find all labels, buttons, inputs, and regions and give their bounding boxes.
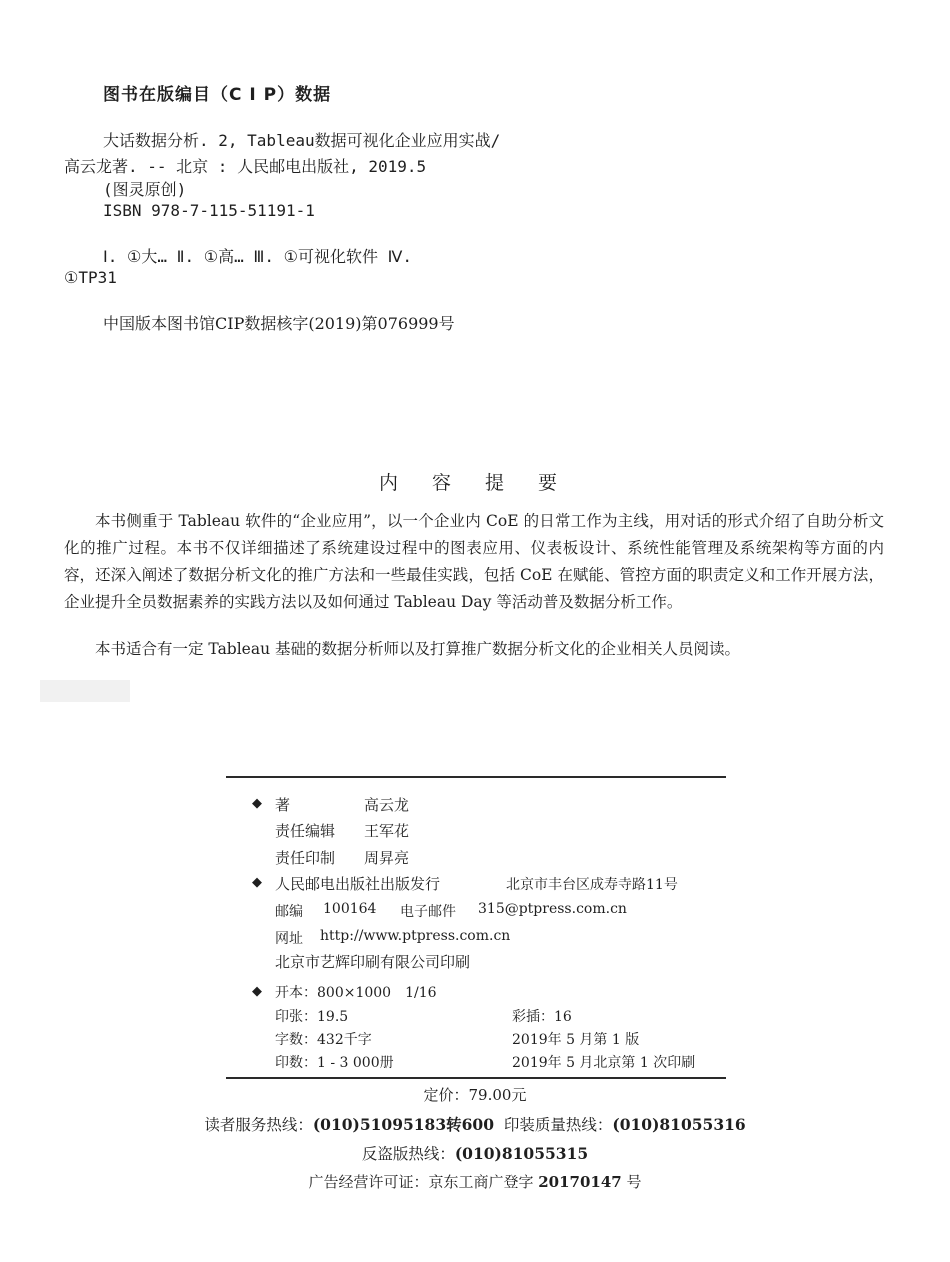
antipiracy-label: 反盗版热线： (361, 1145, 455, 1163)
postcode-value: 100164 (323, 901, 377, 917)
top-rule (226, 776, 726, 778)
spec-word-count: 字数：432千字 (275, 1032, 372, 1048)
spec-impression: 2019年 5 月北京第 1 次印刷 (512, 1055, 696, 1071)
printing-label: 责任印制 (275, 849, 336, 867)
cip-number: 中国版本图书馆CIP数据核字(2019)第076999号 (103, 314, 455, 333)
editor-name: 王军花 (364, 822, 410, 840)
cip-title-line-1: 大话数据分析. 2, Tableau数据可视化企业应用实战/ (103, 131, 501, 150)
cip-classification-1: Ⅰ. ①大… Ⅱ. ①高… Ⅲ. ①可视化软件 Ⅳ. (103, 247, 413, 266)
bullet-diamond: ◆ (252, 796, 262, 811)
ad-license-label: 广告经营许可证：京东工商广登字 (308, 1173, 534, 1191)
spec-color-plates: 彩插：16 (512, 1009, 572, 1025)
bottom-rule (226, 1077, 726, 1079)
editor-label: 责任编辑 (275, 822, 336, 840)
postcode-label: 邮编 (275, 904, 303, 920)
ad-license-number: 20170147 (538, 1173, 622, 1191)
email-value: 315@ptpress.com.cn (478, 901, 627, 917)
spec-edition: 2019年 5 月第 1 版 (512, 1032, 640, 1048)
quality-hotline-label: 印装质量热线： (503, 1116, 613, 1134)
author-label: 著 (275, 796, 291, 814)
spec-print-run: 印数：1 - 3 000册 (275, 1055, 394, 1071)
bullet-diamond: ◆ (252, 875, 262, 890)
cip-heading: 图书在版编目（C I P）数据 (103, 85, 332, 105)
cip-isbn: ISBN 978-7-115-51191-1 (103, 201, 315, 220)
printer: 北京市艺辉印刷有限公司印刷 (275, 953, 471, 971)
publisher: 人民邮电出版社出版发行 (275, 875, 441, 893)
email-label: 电子邮件 (400, 904, 456, 920)
reader-hotline-number: (010)51095183转600 (312, 1115, 494, 1134)
website-label: 网址 (275, 931, 303, 947)
ad-license-line (0, 1171, 950, 1192)
printing-name: 周昇亮 (364, 849, 410, 867)
summary-paragraph-2: 本书适合有一定 Tableau 基础的数据分析师以及打算推广数据分析文化的企业相关人员阅读。 (95, 640, 741, 658)
antipiracy-number: (010)81055315 (454, 1144, 589, 1163)
bullet-diamond: ◆ (252, 984, 262, 999)
publisher-address: 北京市丰台区成寿寺路11号 (506, 877, 678, 893)
spec-format: 开本：800×1000 1/16 (275, 985, 437, 1001)
website-value: http://www.ptpress.com.cn (320, 928, 511, 944)
summary-title: 内 容 提 要 (378, 472, 572, 494)
author-name: 高云龙 (364, 796, 410, 814)
cip-classification-2: ①TP31 (64, 268, 117, 287)
cip-series: (图灵原创) (103, 180, 187, 199)
price: 定价：79.00元 (423, 1086, 527, 1104)
scan-smudge (40, 680, 130, 702)
hotlines-line (0, 1113, 950, 1135)
ad-license-suffix: 号 (626, 1173, 642, 1191)
reader-hotline-label: 读者服务热线： (204, 1116, 313, 1134)
summary-paragraph-1: 本书侧重于 Tableau 软件的“企业应用”，以一个企业内 CoE 的日常工作为主线，用对话的形式介绍了自助分析文化的推广过程。本书不仅详细描述了系统建设过程中的图表应用、仪表板设计、系统性能管理及系统架构等方面的内容，还深入阐述了数据分析文化的推广方法和一些最佳实践，包括 CoE 在赋能、管控方面的职责定义和工作开展方法，企业提升全员数据素养的实践方法以及如何通过 Tableau Day 等活动普及数据分析工作。 (64, 512, 884, 611)
quality-hotline-number: (010)81055316 (612, 1115, 746, 1134)
antipiracy-line (0, 1142, 950, 1164)
cip-title-line-2: 高云龙著. -- 北京 : 人民邮电出版社, 2019.5 (64, 157, 427, 176)
spec-sheets: 印张：19.5 (275, 1009, 349, 1025)
